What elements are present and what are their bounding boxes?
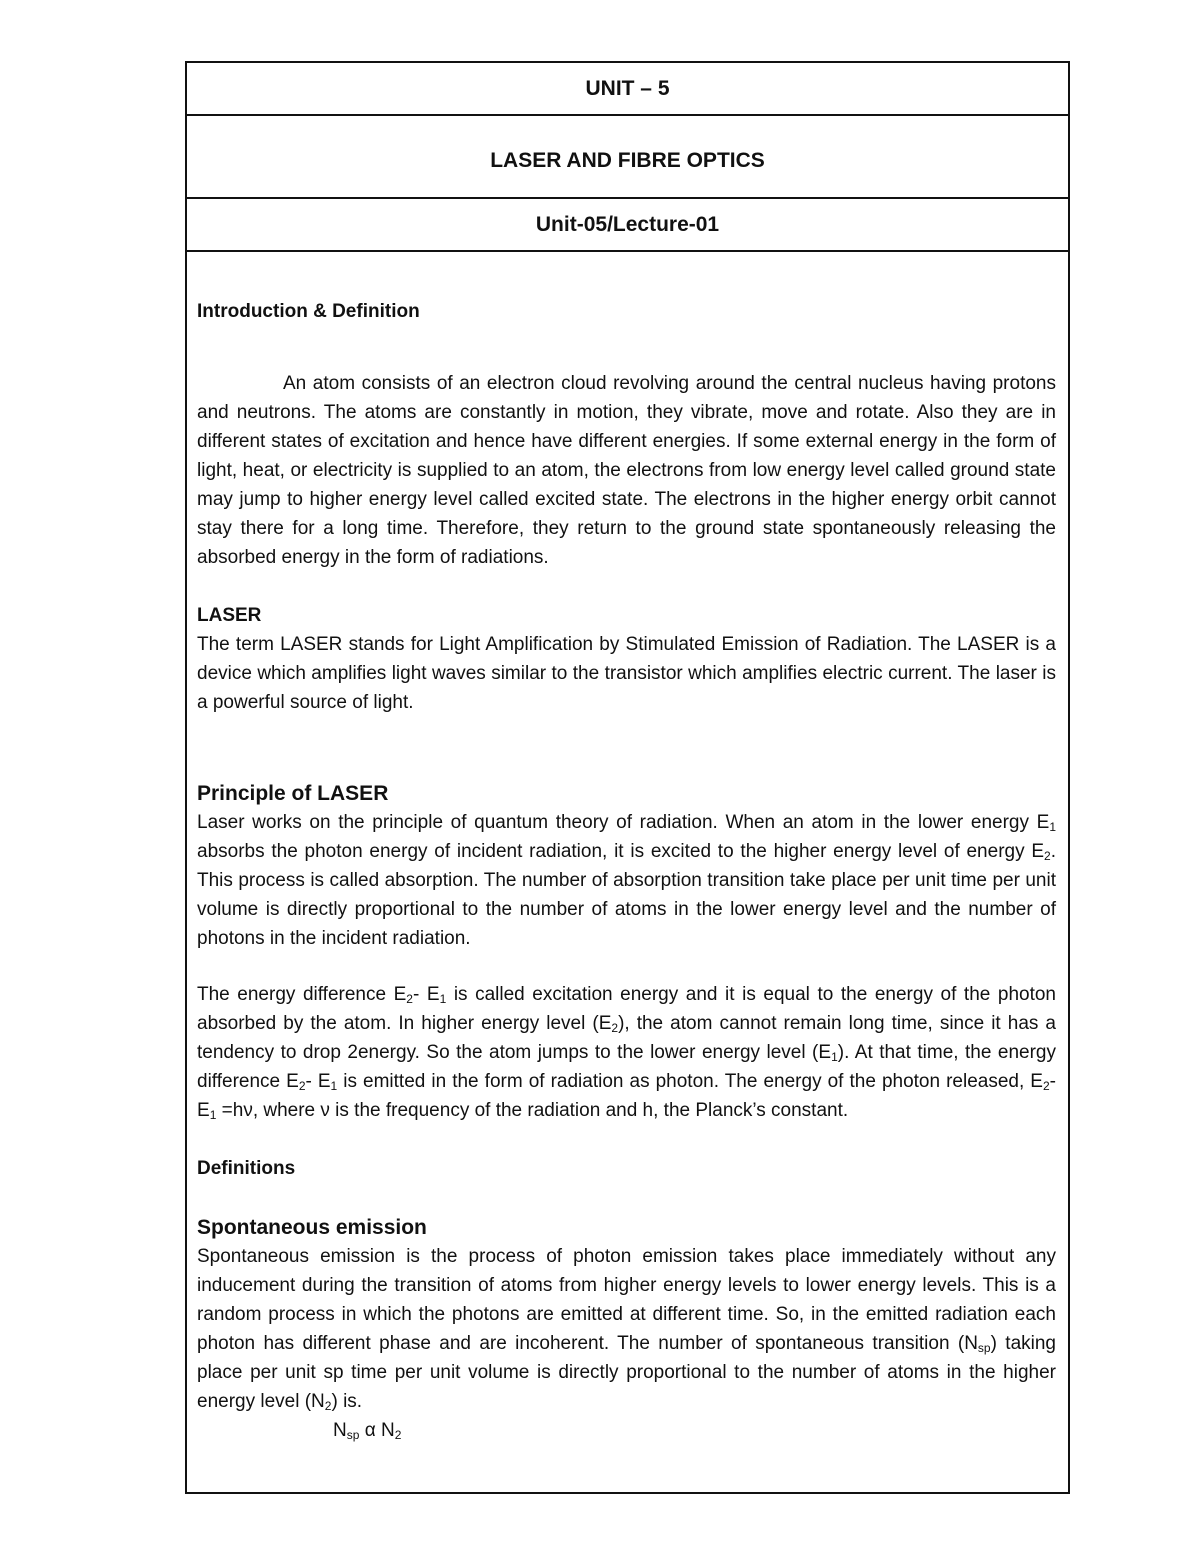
principle-paragraph-1: Laser works on the principle of quantum theory of radiation. When an atom in the lower energy $E_1$ absorbs the photon energy of incident radiation, it is excited to the higher energy level of energy $E_2$. This process is called absorption. The number of absorption transition take place per unit time per unit volume is directly proportional to the number of atoms in the lower energy level and the number of photons in the incident radiation. [197,812,1056,949]
formula: $N_{sp}$ α $N_2$ [333,1420,402,1442]
spontaneous-heading: Spontaneous emission [197,1216,427,1239]
document-body [197,249,1056,1445]
laser-heading: LASER [197,605,262,626]
intro-paragraph: An atom consists of an electron cloud revolving around the central nucleus having protons and neutrons. The atoms are constantly in motion, they vibrate, move and rotate. Also they are in different states of excitation and hence have different energies. If some external energy in the form of light, heat, or electricity is supplied to an atom, the electrons from low energy level called ground state may jump to higher energy level called excited state. The electrons in the higher energy orbit cannot stay there for a long time. Therefore, they return to the ground state spontaneously releasing the absorbed energy in the form of radiations. [197,373,1056,568]
laser-paragraph: The term LASER stands for Light Amplification by Stimulated Emission of Radiation. The LASER is a device which amplifies light waves similar to the transistor which amplifies electric current. The laser is a powerful source of light. [197,634,1056,713]
lecture-header: Unit-05/Lecture-01 [187,199,1068,252]
unit-header: UNIT – 5 [187,63,1068,116]
principle-heading: Principle of LASER [197,782,389,805]
page-title: LASER AND FIBRE OPTICS [187,114,1068,199]
spontaneous-paragraph: Spontaneous emission is the process of photon emission takes place immediately without any inducement during the transition of atoms from higher energy levels to lower energy levels. This is a random process in which the photons are emitted at different time. So, in the emitted radiation each photon has different phase and are incoherent. The number of spontaneous transition $(N_{sp})$ taking place per unit sp time per unit volume is directly proportional to the number of atoms in the higher energy level $(N_2)$ is. [197,1246,1056,1413]
intro-heading: Introduction & Definition [197,301,420,322]
principle-paragraph-2: The energy difference $E_2-$ $E_1$ is called excitation energy and it is equal to the energy of the photon absorbed by the atom. In higher energy level $(E_2)$, the atom cannot remain long time, since it has a tendency to drop 2energy. So the atom jumps to the lower energy level $(E_1)$. At that time, the energy difference $E_2-$ $E_1$ is emitted in the form of radiation as photon. The energy of the photon released, $E_2-$ $E_1 =h\nu$, where ν is the frequency of the radiation and h, the Planck’s constant. [197,984,1057,1122]
definitions-heading: Definitions [197,1158,296,1179]
document-frame [185,61,1070,1494]
